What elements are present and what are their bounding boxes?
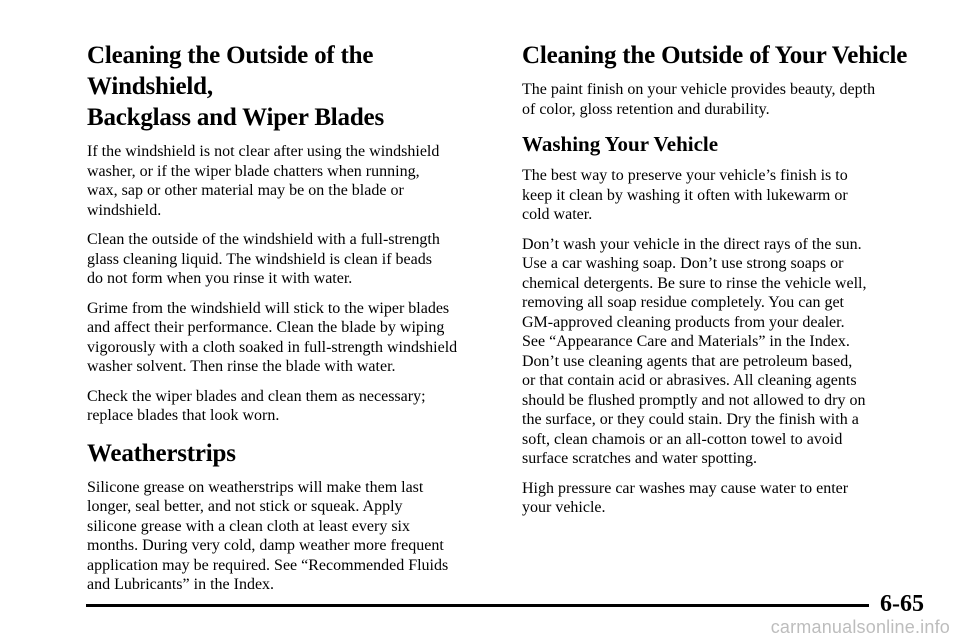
subsection-heading-washing: Washing Your Vehicle bbox=[522, 132, 719, 156]
paragraph-windshield-3: Grime from the windshield will stick to the wiper blades and affect their performance. Clean the blade by wiping vigorously with a cloth soaked in full-strength windshield washer solvent. Then rinse the blade with water. bbox=[87, 299, 458, 375]
paragraph-washing-2: Don’t wash your vehicle in the direct rays of the sun. Use a car washing soap. Don’t use strong soaps or chemical detergents. Be sure to rinse the vehicle well, removing all soap residue completely. You can get GM-approved cleaning products from your dealer. See “Appearance Care and Materials” in the Index. Don’t use cleaning agents that are petroleum based, or that contain acid or abrasives. All cleaning agents should be flushed promptly and not allowed to dry on the surface, or they could stain. Dry the finish with a soft, clean chamois or an all-cotton towel to avoid surface scratches and water spotting. bbox=[522, 235, 867, 467]
paragraph-windshield-1: If the windshield is not clear after using the windshield washer, or if the wiper blade chatters when running, wax, sap or other material may be on the blade or windshield. bbox=[87, 143, 440, 219]
section-heading-outside-vehicle: Cleaning the Outside of Your Vehicle bbox=[522, 42, 908, 69]
page-number: 6-65 bbox=[880, 591, 924, 617]
left-column bbox=[87, 40, 497, 605]
right-column bbox=[522, 40, 922, 528]
paragraph-washing-3: High pressure car washes may cause water to enter your vehicle. bbox=[522, 479, 849, 516]
paragraph-washing-1: The best way to preserve your vehicle’s finish is to keep it clean by washing it often with lukewarm or cold water. bbox=[522, 167, 848, 223]
footer-rule bbox=[86, 604, 869, 607]
section-heading-weatherstrips: Weatherstrips bbox=[87, 439, 236, 467]
watermark: carmanualsonline.info bbox=[770, 617, 950, 637]
paragraph-windshield-4: Check the wiper blades and clean them as necessary; replace blades that look worn. bbox=[87, 387, 426, 424]
section-heading-windshield: Cleaning the Outside of the Windshield, Backglass and Wiper Blades bbox=[87, 42, 384, 131]
paragraph-outside-vehicle-1: The paint finish on your vehicle provides beauty, depth of color, gloss retention and durability. bbox=[522, 81, 876, 118]
paragraph-weatherstrips-1: Silicone grease on weatherstrips will make them last longer, seal better, and not stick or squeak. Apply silicone grease with a clean cloth at least every six months. During very cold, damp weather more frequent application may be required. See “Recommended Fluids and Lubricants” in the Index. bbox=[87, 478, 449, 593]
paragraph-windshield-2: Clean the outside of the windshield with a full-strength glass cleaning liquid. The windshield is clean if beads do not form when you rinse it with water. bbox=[87, 231, 440, 287]
